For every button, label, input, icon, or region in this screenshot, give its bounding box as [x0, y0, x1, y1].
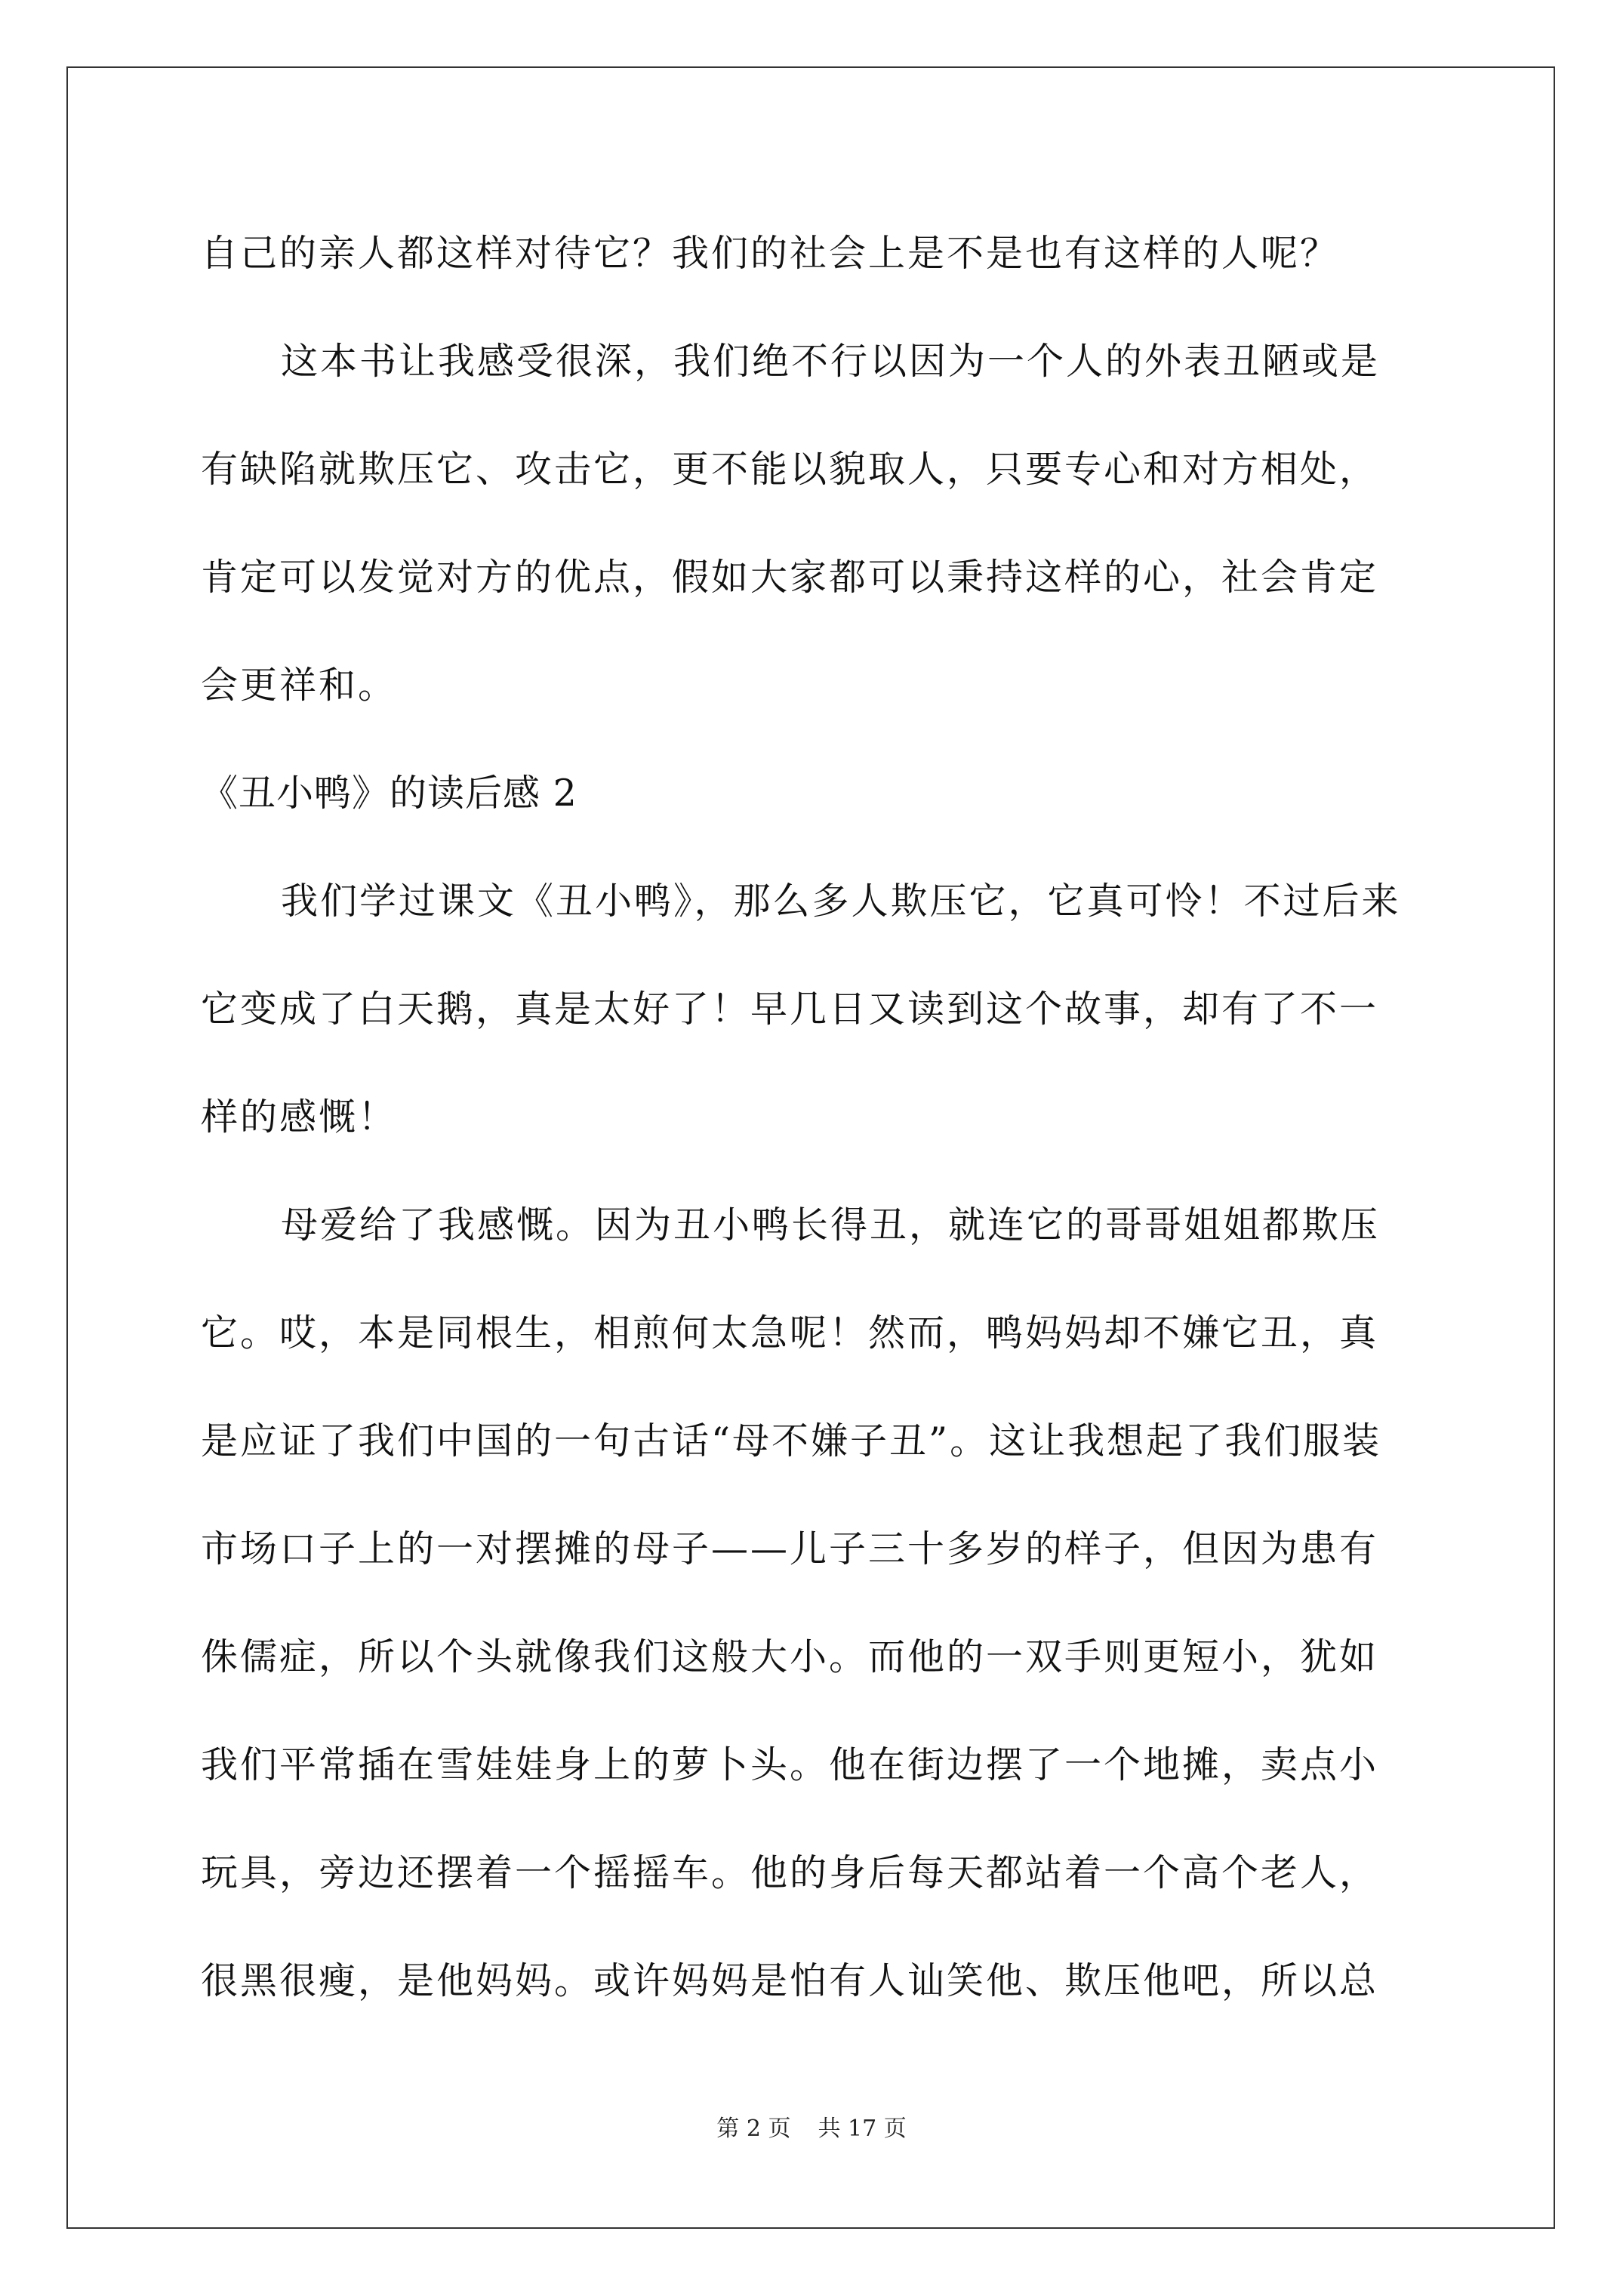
text-line: 会更祥和。: [201, 664, 398, 707]
text-line: 我们学过课文《丑小鸭》，那么多人欺压它，它真可怜！不过后来: [281, 880, 1401, 923]
page-footer: [0, 2114, 1623, 2144]
text-line: 有缺陷就欺压它、攻击它，更不能以貌取人，只要专心和对方相处，: [201, 448, 1379, 491]
text-line: 它变成了白天鹅，真是太好了！早几日又读到这个故事，却有了不一: [201, 988, 1379, 1031]
text-line: 是应证了我们中国的一句古话“母不嫌子丑”。这让我想起了我们服装: [201, 1419, 1382, 1462]
section-heading: 《丑小鸭》的读后感 2: [201, 772, 577, 815]
text-line: 市场口子上的一对摆摊的母子——儿子三十多岁的样子，但因为患有: [201, 1527, 1379, 1570]
page-border: [66, 66, 1555, 2229]
text-line: 它。哎，本是同根生，相煎何太急呢！然而，鸭妈妈却不嫌它丑，真: [201, 1311, 1379, 1354]
text-line: 自己的亲人都这样对待它？我们的社会上是不是也有这样的人呢？: [201, 232, 1340, 275]
page-total: 共 17 页: [818, 2116, 907, 2142]
text-line: 侏儒症，所以个头就像我们这般大小。而他的一双手则更短小，犹如: [201, 1635, 1379, 1678]
page-number: 第 2 页: [716, 2116, 791, 2142]
text-line: 很黑很瘦，是他妈妈。或许妈妈是怕有人讪笑他、欺压他吧，所以总: [201, 1959, 1379, 2002]
text-line: 玩具，旁边还摆着一个摇摇车。他的身后每天都站着一个高个老人，: [201, 1851, 1379, 1894]
text-line: 母爱给了我感慨。因为丑小鸭长得丑，就连它的哥哥姐姐都欺压: [281, 1203, 1381, 1247]
text-line: 肯定可以发觉对方的优点，假如大家都可以秉持这样的心，社会肯定: [201, 556, 1379, 599]
text-line: 样的感慨！: [201, 1096, 398, 1139]
text-line: 我们平常插在雪娃娃身上的萝卜头。他在街边摆了一个地摊，卖点小: [201, 1743, 1379, 1786]
text-line: 这本书让我感受很深，我们绝不行以因为一个人的外表丑陋或是: [281, 340, 1381, 383]
